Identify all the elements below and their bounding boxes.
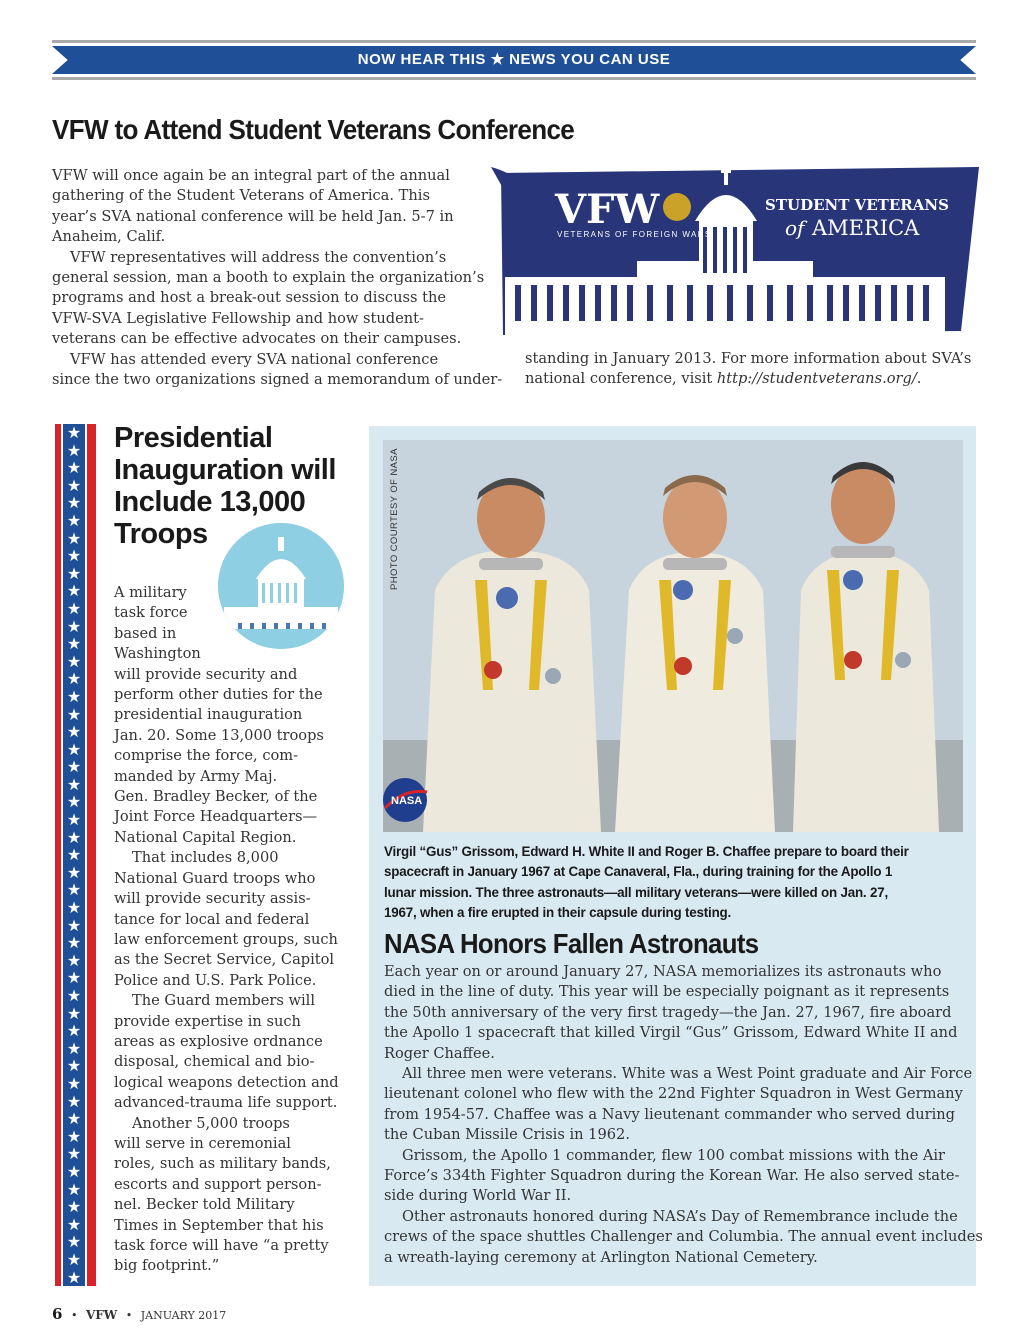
sidebar-line: National Guard troops who — [114, 869, 316, 887]
sidebar-line: A military — [114, 584, 187, 601]
banner-bottom-rule — [52, 77, 976, 80]
article-line: general session, man a booth to explain the organization’s — [52, 269, 485, 287]
nasa-line: Roger Chaffee. — [384, 1044, 495, 1062]
flag-stripe-red — [87, 424, 96, 1286]
vfw-sva-logo — [487, 163, 979, 341]
sidebar-line: will provide security and — [114, 665, 298, 683]
nasa-line: Other astronauts honored during NASA’s Day of Remembrance include the — [402, 1207, 958, 1225]
article-line: year’s SVA national conference will be held Jan. 5-7 in — [52, 207, 454, 225]
sidebar-line: manded by Army Maj. — [114, 767, 278, 785]
nasa-line: the Apollo 1 spacecraft that killed Virgil “Gus” Grissom, Edward White II and — [384, 1024, 958, 1042]
sidebar-line: Another 5,000 troops — [132, 1114, 290, 1132]
nasa-line: crews of the space shuttles Challenger and Columbia. The annual event includes — [384, 1228, 983, 1246]
nasa-line: from 1954-57. Chaffee was a Navy lieutenant commander who served during — [384, 1105, 955, 1123]
article-column-2 — [525, 349, 975, 390]
sidebar-line: disposal, chemical and bio- — [114, 1053, 315, 1071]
sidebar-line: Jan. 20. Some 13,000 troops — [114, 726, 324, 744]
nasa-line: a wreath-laying ceremony at Arlington National Cemetery. — [384, 1248, 818, 1266]
nasa-line: lieutenant colonel who flew with the 22nd Fighter Squadron in West Germany — [384, 1085, 963, 1103]
sidebar-line: That includes 8,000 — [132, 849, 279, 867]
caption-line: 1967, when a fire erupted in their capsule during testing. — [384, 905, 732, 921]
logo-sva-line2: AMERICA — [812, 216, 920, 240]
article-line: VFW will once again be an integral part of the annual — [52, 167, 450, 184]
nasa-line: Force’s 334th Fighter Squadron during the Korean War. He also served state- — [384, 1167, 960, 1185]
nasa-title: NASA Honors Fallen Astronauts — [384, 928, 759, 959]
astronauts-photo — [383, 440, 963, 832]
sva-link[interactable]: http://studentveterans.org/ — [716, 370, 917, 388]
sidebar-line: tance for local and federal — [114, 910, 310, 928]
sidebar-title: Presidential Inauguration will Include 13,000 Troops — [114, 422, 336, 550]
sidebar-line: presidential inauguration — [114, 706, 303, 724]
article-line: since the two organizations signed a memorandum of under- — [52, 371, 503, 389]
sidebar-line: will provide security assis- — [114, 890, 311, 908]
logo-sva-of: of — [785, 216, 805, 240]
sidebar-line: areas as explosive ordnance — [114, 1032, 323, 1050]
logo-vfw: VFW — [555, 186, 660, 233]
sidebar-line: Gen. Bradley Becker, of the — [114, 788, 318, 806]
nasa-meatball-icon — [383, 778, 427, 822]
article-line: standing in January 2013. For more information about SVA’s — [525, 350, 972, 367]
article-line: VFW representatives will address the convention’s — [70, 248, 447, 266]
article-title: VFW to Attend Student Veterans Conference — [52, 114, 575, 145]
sidebar-line: nel. Becker told Military — [114, 1196, 295, 1214]
sidebar-line: task force — [114, 604, 188, 622]
sidebar-line: Joint Force Headquarters— — [114, 808, 318, 826]
sidebar-line: logical weapons detection and — [114, 1073, 339, 1091]
sidebar-line: The Guard members will — [132, 992, 316, 1010]
nasa-line: side during World War II. — [384, 1187, 572, 1205]
caption-line: lunar mission. The three astronauts—all military veterans—were killed on Jan. 27, — [384, 884, 888, 900]
nasa-line: Grissom, the Apollo 1 commander, flew 100 combat missions with the Air — [402, 1146, 946, 1164]
sidebar-line: provide expertise in such — [114, 1012, 301, 1030]
vfw-emblem-icon — [663, 193, 691, 221]
sidebar-line: perform other duties for the — [114, 686, 323, 704]
sidebar-line: Washington — [114, 645, 201, 663]
article-line: gathering of the Student Veterans of America. This — [52, 187, 430, 205]
sidebar-line: based in — [114, 624, 177, 642]
sidebar-line: law enforcement groups, such — [114, 930, 338, 948]
caption-line: spacecraft in January 1967 at Cape Canaveral, Fla., during training for the Apollo 1 — [384, 864, 893, 880]
sidebar-line: big footprint.” — [114, 1257, 220, 1275]
logo-vfw-subtitle: VETERANS OF FOREIGN WARS — [557, 230, 712, 239]
sidebar-line: escorts and support person- — [114, 1175, 322, 1193]
article-text: . — [916, 370, 922, 388]
article-line: VFW has attended every SVA national conference — [70, 350, 439, 368]
article-line: Anaheim, Calif. — [52, 228, 166, 246]
star-column-icon: ★ ★ ★ ★ ★ ★ ★ ★ ★ ★ ★ ★ ★ ★ ★ ★ ★ ★ ★ ★ ★ ★ ★ ★ ★ ★ ★ ★ ★ ★ ★ ★ ★ ★ ★ ★ ★ ★ ★ ★ ★ ★ ★ ★ ★ ★ ★ ★ ★ — [66, 424, 82, 1286]
logo-sva-line1: STUDENT VETERANS — [765, 196, 949, 214]
nasa-logo-text: NASA — [391, 795, 423, 807]
sidebar-line: as the Secret Service, Capitol — [114, 951, 335, 969]
footer-magazine: VFW — [85, 1308, 118, 1322]
page-number: 6 — [52, 1305, 63, 1323]
caption-line: Virgil “Gus” Grissom, Edward H. White II and Roger B. Chaffee prepare to board their — [384, 844, 909, 859]
article-text: national conference, visit — [525, 370, 717, 388]
section-banner — [52, 40, 976, 80]
article-line: programs and host a break-out session to discuss the — [52, 289, 447, 307]
nasa-line: the Cuban Missile Crisis in 1962. — [384, 1126, 630, 1144]
sidebar-line: roles, such as military bands, — [114, 1155, 331, 1173]
nasa-line: the 50th anniversary of the very first tragedy—the Jan. 27, 1967, fire aboard — [384, 1003, 952, 1021]
sidebar-body — [114, 583, 340, 1277]
footer-bullet: • — [70, 1309, 78, 1322]
sidebar-line: advanced-trauma life support. — [114, 1094, 338, 1112]
article-line: veterans can be effective advocates on their campuses. — [52, 330, 462, 348]
photo-credit: PHOTO COURTESY OF NASA — [389, 448, 400, 590]
article-column-1 — [52, 166, 507, 390]
sidebar-line: National Capital Region. — [114, 828, 297, 846]
nasa-line: died in the line of duty. This year will be especially poignant as it represents — [384, 983, 950, 1001]
sidebar-line: Police and U.S. Park Police. — [114, 971, 317, 989]
nasa-body — [384, 962, 983, 1268]
article-line-link-row — [525, 369, 975, 389]
page-footer — [52, 1305, 226, 1323]
photo-caption — [384, 842, 964, 924]
sidebar-line: will serve in ceremonial — [114, 1134, 291, 1152]
banner-text: NOW HEAR THIS ★ NEWS YOU CAN USE — [357, 51, 671, 68]
banner-top-rule — [52, 40, 976, 43]
nasa-line: All three men were veterans. White was a West Point graduate and Air Force — [402, 1065, 973, 1083]
nasa-line: Each year on or around January 27, NASA memorializes its astronauts who — [384, 963, 942, 980]
footer-bullet: • — [125, 1309, 133, 1322]
footer-date: JANUARY 2017 — [140, 1309, 227, 1322]
sidebar-line: task force will have “a pretty — [114, 1237, 329, 1254]
sidebar-line: comprise the force, com- — [114, 747, 299, 765]
sidebar-line: Times in September that his — [114, 1216, 324, 1234]
article-line: VFW-SVA Legislative Fellowship and how student- — [52, 309, 424, 327]
